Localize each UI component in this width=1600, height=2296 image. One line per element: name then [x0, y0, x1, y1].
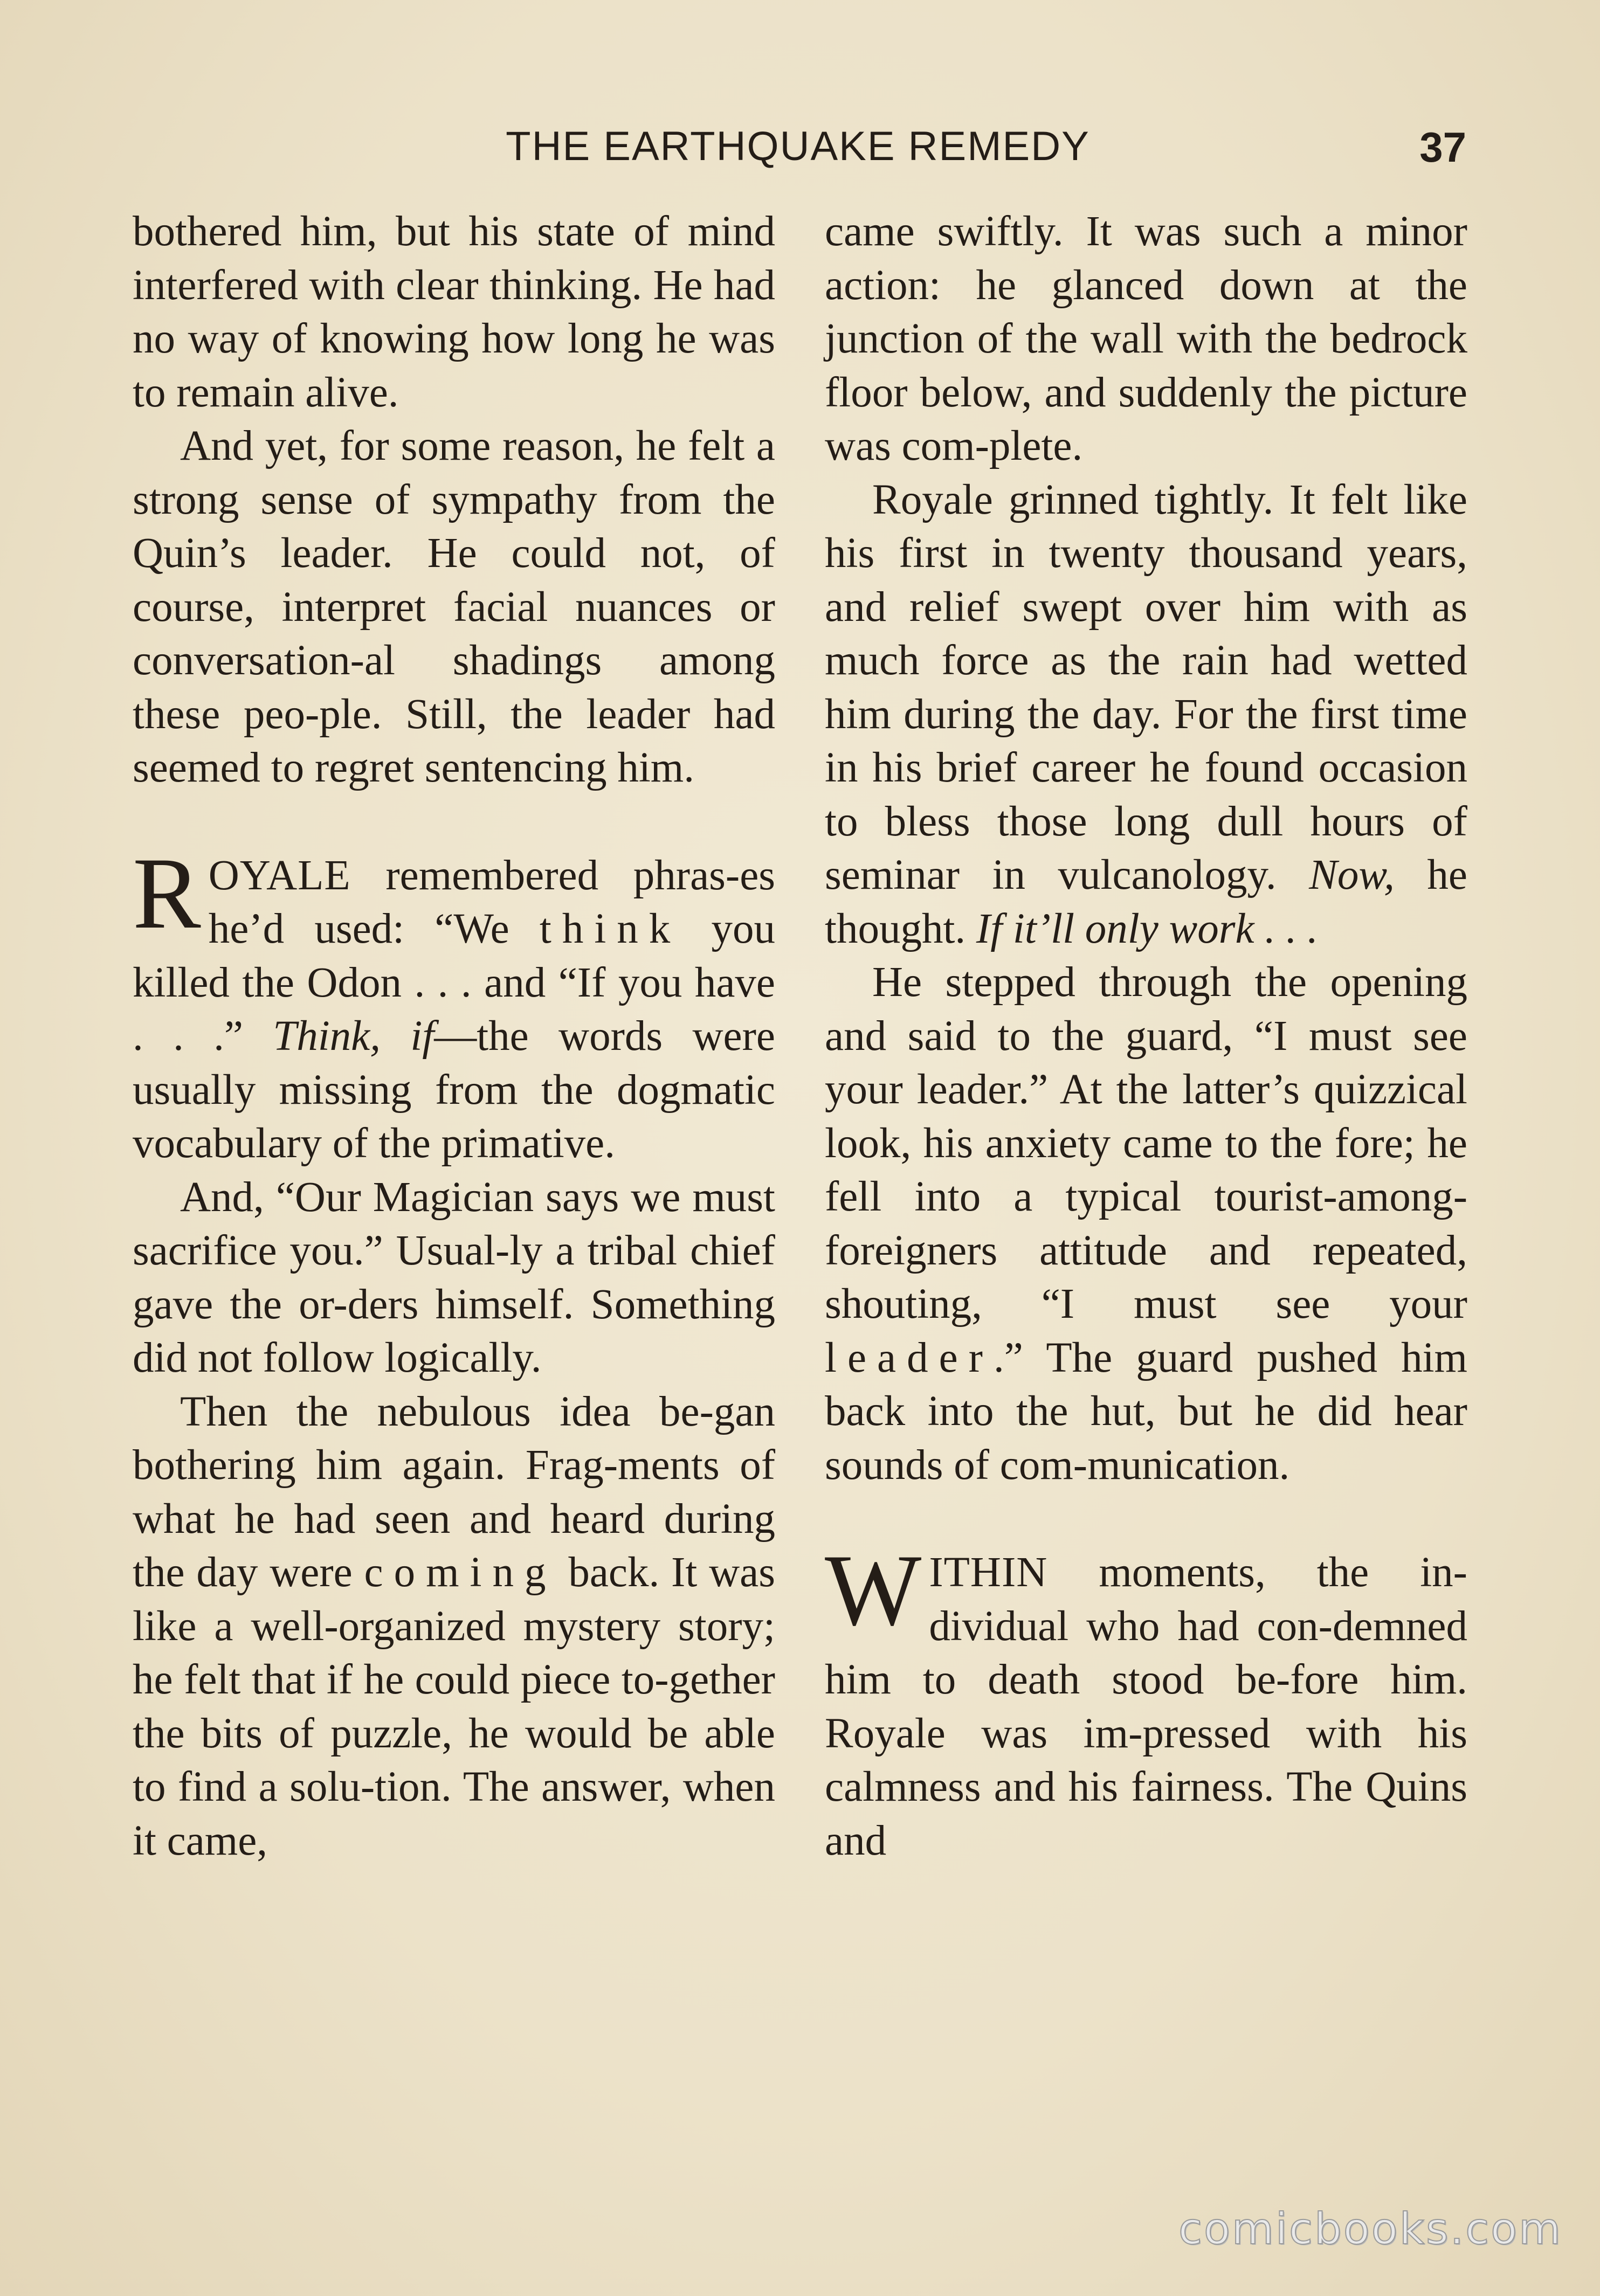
spaced-word: leader [825, 1334, 994, 1381]
right-column [825, 205, 1467, 1868]
lead-caps: OYALE [208, 852, 351, 899]
left-column [133, 205, 775, 1868]
spaced-word: think [539, 905, 681, 952]
paragraph-2: And yet, for some reason, he felt a strong sense of sympathy from the Quin’s leader. He could not, of course, interpret facial nuances or conversation-al shadings among these peo-ple. Still, the leader had seemed to regret sentencing him. [133, 423, 775, 791]
spaced-word: coming [364, 1549, 557, 1596]
text-run: moments, the in-dividual who had con-demned him to death stood be-fore him. Royale was im-pressed with his calmness and his fairness. The Quins and [825, 1549, 1467, 1864]
italic-phrase: Now, [1309, 852, 1395, 898]
drop-cap: R [133, 836, 201, 950]
italic-phrase: Think, if [273, 1013, 435, 1060]
paragraph-5 [133, 1385, 775, 1868]
text-run: .” The guard pushed him back into the hut, but he did hear sounds of com-munication. [825, 1334, 1467, 1489]
text-run: he thought. [825, 852, 1467, 952]
text-run: remembered phras-es he’d used: “We [208, 852, 775, 952]
text-run: Royale grinned tightly. It felt like his first in twenty thousand years, and relief swept over him with as much force as the rain had wetted him during the day. For the first time in his brief career he found occasion to bless those long dull hours of seminar in vulcanology. [825, 476, 1467, 898]
italic-phrase: If it’ll only work . . . [976, 905, 1319, 952]
page-number: 37 [1419, 123, 1466, 171]
paragraph-9 [825, 1534, 1467, 1868]
paragraph-7 [825, 473, 1467, 956]
paragraph-1: bothered him, but his state of mind interfered with clear thinking. He had no way of knowing how long he was to remain alive. [133, 208, 775, 416]
text-run: you killed the Odon . . . and “If you have . . .” [133, 905, 775, 1060]
watermark-logo: comicbooks.com [1178, 2204, 1562, 2254]
text-run: Then the nebulous idea be-gan bothering him again. Frag-ments of what he had seen and heard during the day were [133, 1388, 775, 1596]
paragraph-8 [825, 956, 1467, 1492]
chapter-title: THE EARTHQUAKE REMEDY [506, 123, 1090, 169]
text-run: He stepped through the opening and said to the guard, “I must see your leader.” At the latter’s quizzical look, his anxiety came to the fore; he fell into a typical tourist-among-foreigners attitude and repeated, shouting, “I must see your [825, 959, 1467, 1327]
paragraph-6: came swiftly. It was such a minor action: he glanced down at the junction of the wall with the bedrock floor below, and suddenly the picture was com-plete. [825, 208, 1467, 469]
paragraph-3 [133, 836, 775, 1171]
running-head [129, 123, 1466, 182]
drop-cap: W [825, 1534, 922, 1647]
paragraph-4: And, “Our Magician says we must sacrifice you.” Usual-ly a tribal chief gave the or-ders himself. Something did not follow logically. [133, 1173, 775, 1381]
lead-caps: ITHIN [929, 1549, 1048, 1596]
text-run: back. It was like a well-organized mystery story; he felt that if he could piece to-gether the bits of puzzle, he would be able to find a solu-tion. The answer, when it came, [133, 1549, 775, 1864]
text-run: —the words were usually missing from the dogmatic vocabulary of the primative. [133, 1013, 775, 1167]
